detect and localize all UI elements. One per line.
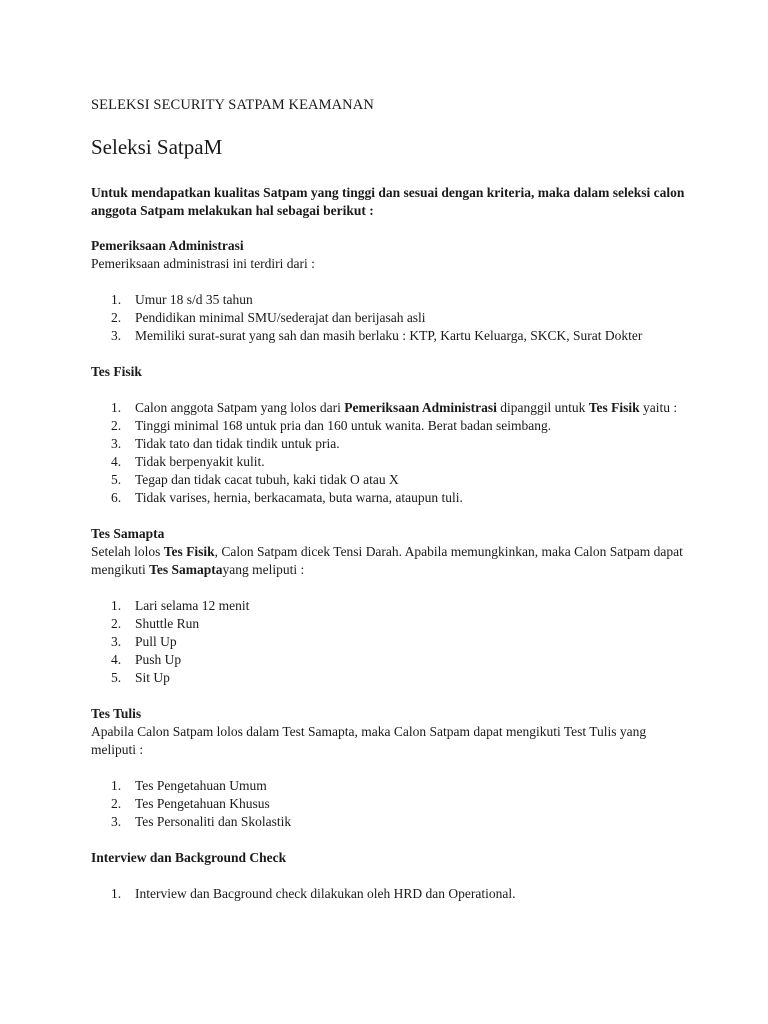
list-number: 2. bbox=[111, 616, 122, 631]
requirements-list bbox=[91, 291, 688, 345]
requirements-list bbox=[91, 885, 688, 903]
section-description: Pemeriksaan administrasi ini terdiri dari : bbox=[91, 256, 315, 271]
list-item bbox=[91, 435, 688, 453]
list-number: 5. bbox=[111, 472, 122, 487]
text-run: , Calon Satpam dicek Tensi Darah. Apabila memungkinkan, maka Calon Satpam dapat mengikuti bbox=[91, 544, 683, 577]
requirements-list bbox=[91, 399, 688, 507]
list-item-text: Pendidikan minimal SMU/sederajat dan berijasah asli bbox=[135, 310, 426, 325]
section-tes-samapta bbox=[91, 525, 688, 687]
section-interview-background-check bbox=[91, 849, 688, 903]
list-item-text: Tes Pengetahuan Umum bbox=[135, 778, 267, 793]
list-item-text: Tes Personaliti dan Skolastik bbox=[135, 814, 292, 829]
bold-text: Pemeriksaan Administrasi bbox=[344, 400, 497, 415]
section-title: Tes Fisik bbox=[91, 364, 142, 379]
list-item bbox=[91, 291, 688, 309]
list-item bbox=[91, 327, 688, 345]
list-item bbox=[91, 651, 688, 669]
list-number: 1. bbox=[111, 778, 122, 793]
section-description bbox=[91, 543, 688, 579]
list-number: 3. bbox=[111, 634, 122, 649]
list-item bbox=[91, 669, 688, 687]
section-title: Tes Samapta bbox=[91, 526, 165, 541]
list-number: 3. bbox=[111, 328, 122, 343]
list-item-text: Tegap dan tidak cacat tubuh, kaki tidak O atau X bbox=[135, 472, 399, 487]
main-heading: Seleksi SatpaM bbox=[91, 135, 223, 159]
list-item bbox=[91, 777, 688, 795]
list-item bbox=[91, 489, 688, 507]
list-number: 1. bbox=[111, 886, 122, 901]
list-item-text: Tidak berpenyakit kulit. bbox=[135, 454, 265, 469]
list-item bbox=[91, 597, 688, 615]
list-item bbox=[91, 453, 688, 471]
section-tes-tulis bbox=[91, 705, 688, 831]
list-number: 3. bbox=[111, 436, 122, 451]
section-pemeriksaan-administrasi bbox=[91, 237, 688, 345]
text-run: Calon anggota Satpam yang lolos dari bbox=[135, 400, 345, 415]
section-description: Apabila Calon Satpam lolos dalam Test Samapta, maka Calon Satpam dapat mengikuti Test Tulis yang meliputi : bbox=[91, 724, 647, 757]
list-item bbox=[91, 309, 688, 327]
section-title: Interview dan Background Check bbox=[91, 850, 287, 865]
list-number: 1. bbox=[111, 400, 122, 415]
text-run: yaitu : bbox=[639, 400, 678, 415]
bold-text: Tes Fisik bbox=[588, 400, 640, 415]
list-item-text: Push Up bbox=[135, 652, 182, 667]
list-item bbox=[91, 399, 688, 417]
requirements-list bbox=[91, 777, 688, 831]
list-item bbox=[91, 417, 688, 435]
list-item-text: Pull Up bbox=[135, 634, 177, 649]
list-item-text: Tidak varises, hernia, berkacamata, buta warna, ataupun tuli. bbox=[135, 490, 463, 505]
list-item bbox=[91, 885, 688, 903]
list-item bbox=[91, 813, 688, 831]
list-number: 1. bbox=[111, 292, 122, 307]
list-number: 6. bbox=[111, 490, 122, 505]
list-number: 2. bbox=[111, 310, 122, 325]
text-run: yang meliputi : bbox=[222, 562, 305, 577]
list-number: 2. bbox=[111, 418, 122, 433]
section-title: Tes Tulis bbox=[91, 706, 142, 721]
requirements-list bbox=[91, 597, 688, 687]
intro-paragraph: Untuk mendapatkan kualitas Satpam yang tinggi dan sesuai dengan kriteria, maka dalam seleksi calon anggota Satpam melakukan hal sebagai berikut : bbox=[91, 185, 685, 218]
list-item-text: Tes Pengetahuan Khusus bbox=[135, 796, 270, 811]
list-item-text bbox=[135, 399, 688, 417]
section-title: Pemeriksaan Administrasi bbox=[91, 238, 244, 253]
bold-text: Tes Fisik bbox=[163, 544, 215, 559]
list-number: 4. bbox=[111, 454, 122, 469]
list-number: 2. bbox=[111, 796, 122, 811]
list-item-text: Memiliki surat-surat yang sah dan masih berlaku : KTP, Kartu Keluarga, SKCK, Surat Dokter bbox=[135, 328, 643, 343]
list-item bbox=[91, 795, 688, 813]
list-number: 3. bbox=[111, 814, 122, 829]
list-item-text: Tidak tato dan tidak tindik untuk pria. bbox=[135, 436, 340, 451]
list-item bbox=[91, 615, 688, 633]
list-item bbox=[91, 471, 688, 489]
list-item bbox=[91, 633, 688, 651]
list-item-text: Sit Up bbox=[135, 670, 170, 685]
list-number: 1. bbox=[111, 598, 122, 613]
list-item-text: Lari selama 12 menit bbox=[135, 598, 250, 613]
list-item-text: Interview dan Bacground check dilakukan oleh HRD dan Operational. bbox=[135, 886, 516, 901]
bold-text: Tes Samapta bbox=[149, 562, 223, 577]
section-tes-fisik bbox=[91, 363, 688, 507]
list-number: 4. bbox=[111, 652, 122, 667]
text-run: Setelah lolos bbox=[91, 544, 164, 559]
list-item-text: Shuttle Run bbox=[135, 616, 200, 631]
document-title: SELEKSI SECURITY SATPAM KEAMANAN bbox=[91, 97, 374, 113]
list-item-text: Umur 18 s/d 35 tahun bbox=[135, 292, 253, 307]
list-item-text: Tinggi minimal 168 untuk pria dan 160 untuk wanita. Berat badan seimbang. bbox=[135, 418, 552, 433]
list-number: 5. bbox=[111, 670, 122, 685]
text-run: dipanggil untuk bbox=[496, 400, 589, 415]
